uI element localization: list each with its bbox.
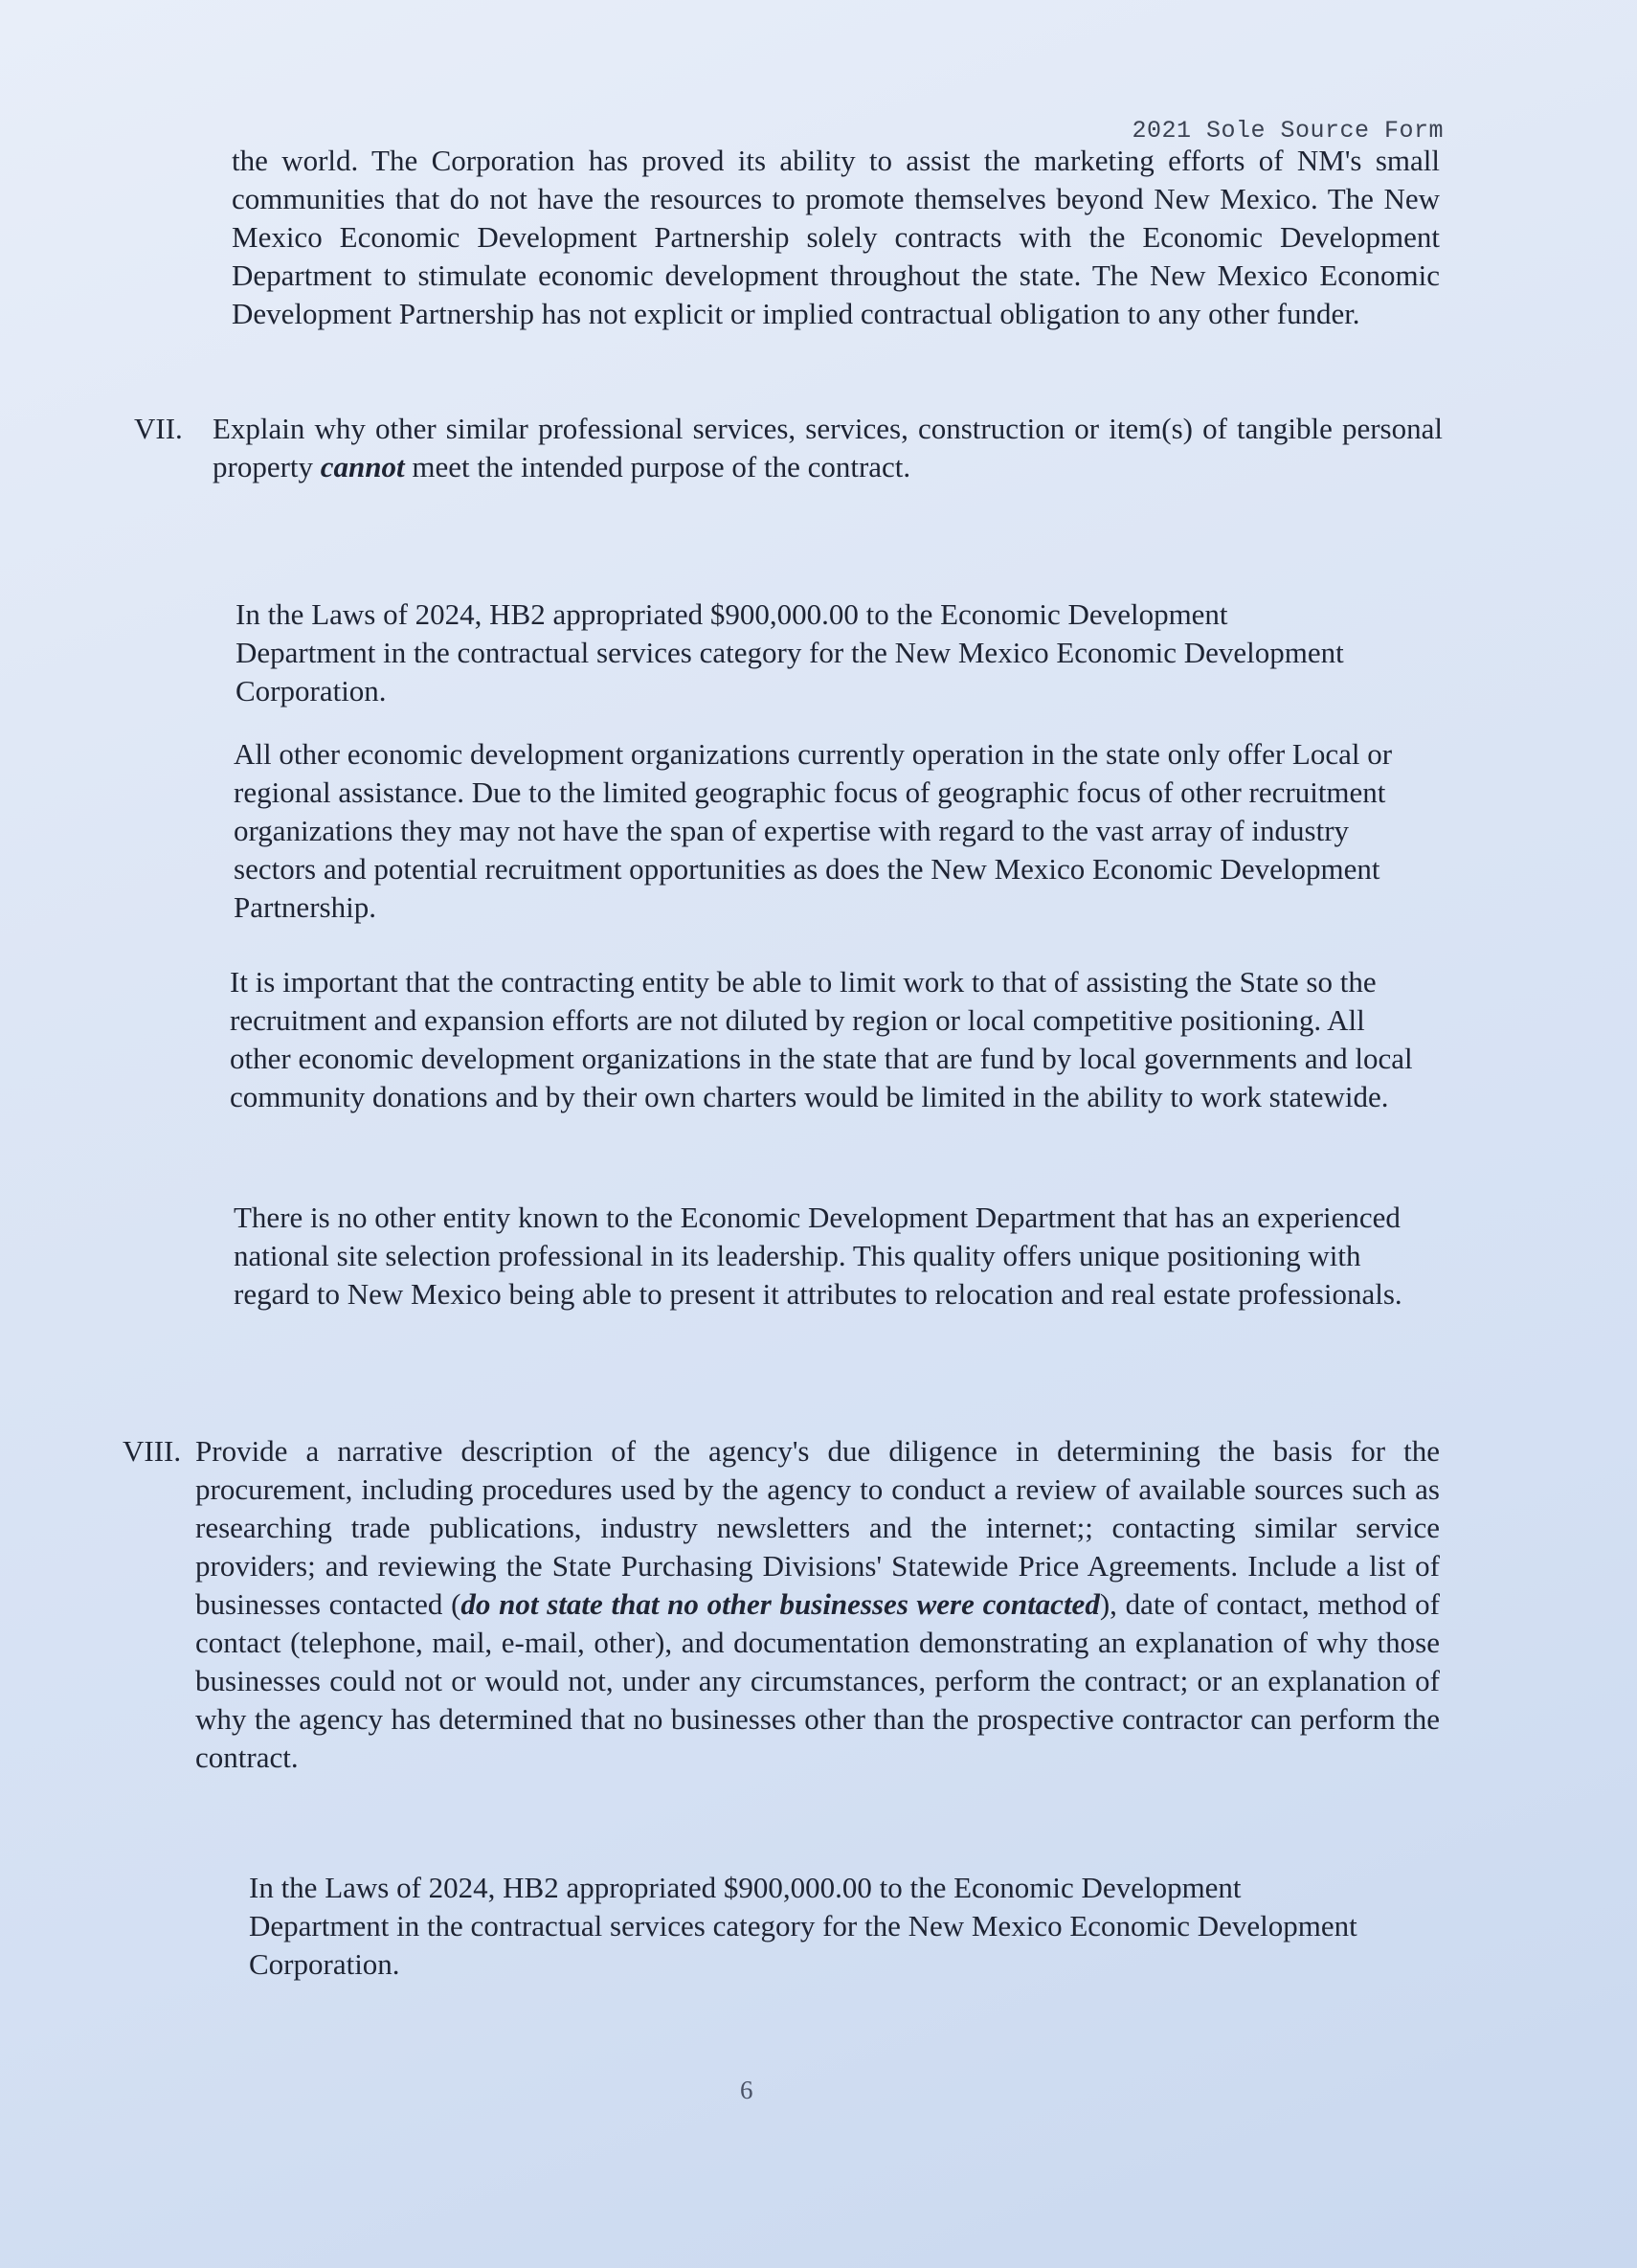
section-viii-question-emphasis: do not state that no other businesses were contacted	[460, 1587, 1100, 1621]
section-vii-answer-2: All other economic development organizations currently operation in the state only offer Local or regional assistance. Due to the limited geographic focus of geographic focus of other recruitment organizations they may not have the span of expertise with regard to the vast array of industry sectors and potential recruitment opportunities as does the New Mexico Economic Development Partnership.	[234, 737, 1393, 924]
section-vii-number: VII.	[134, 412, 183, 445]
section-vii-question-emphasis: cannot	[320, 450, 405, 483]
intro-paragraph: the world. The Corporation has proved its ability to assist the marketing efforts of NM's small communities that do not have the resources to promote themselves beyond New Mexico. The New Mexico Economic Development Partnership solely contracts with the Economic Development Department to stimulate economic development throughout the state. The New Mexico Economic Development Partnership has not explicit or implied contractual obligation to any other funder.	[232, 144, 1440, 330]
section-vii-question-pre: Explain why other similar professional services, services, construction or item(s) of tangible personal property	[213, 412, 1443, 483]
section-viii-answer-1: In the Laws of 2024, HB2 appropriated $900,000.00 to the Economic Development Department in the contractual services category for the New Mexico Economic Development Corporation.	[249, 1871, 1357, 1981]
section-viii-question-post: ), date of contact, method of contact (telephone, mail, e-mail, other), and documentation demonstrating an explanation of why those businesses could not or would not, under any circumstances, perform the contract; or an explanation of why the agency has determined that no businesses other than the prospective contractor can perform the contract.	[195, 1587, 1441, 1774]
section-viii-question	[195, 1432, 1440, 1777]
section-vii	[134, 410, 1446, 515]
form-title-header: 2021 Sole Source Form	[1132, 117, 1444, 145]
page-number: 6	[740, 2076, 753, 2104]
section-viii	[123, 1432, 1463, 1815]
section-vii-answer-3: It is important that the contracting entity be able to limit work to that of assisting the State so the recruitment and expansion efforts are not diluted by region or local competitive positioning. All other economic development organizations in the state that are fund by local governments and local community donations and by their own charters would be limited in the ability to work statewide.	[230, 965, 1413, 1113]
section-vii-question-post: meet the intended purpose of the contract.	[404, 450, 911, 483]
section-vii-answer-1: In the Laws of 2024, HB2 appropriated $900,000.00 to the Economic Development Department in the contractual services category for the New Mexico Economic Development Corporation.	[235, 597, 1344, 707]
section-vii-question	[213, 410, 1443, 486]
section-viii-number: VIII.	[123, 1434, 182, 1468]
section-viii-question-pre: Provide a narrative description of the agency's due diligence in determining the basis for the procurement, including procedures used by the agency to conduct a review of available sources such as researching trade publications, industry newsletters and the internet;; contacting similar service providers; and reviewing the State Purchasing Divisions' Statewide Price Agreements. Include a list of businesses contacted (	[195, 1434, 1440, 1621]
section-vii-answer-4: There is no other entity known to the Economic Development Department that has an experienced national site selection professional in its leadership. This quality offers unique positioning with regard to New Mexico being able to present it attributes to relocation and real estate professionals.	[234, 1201, 1402, 1311]
